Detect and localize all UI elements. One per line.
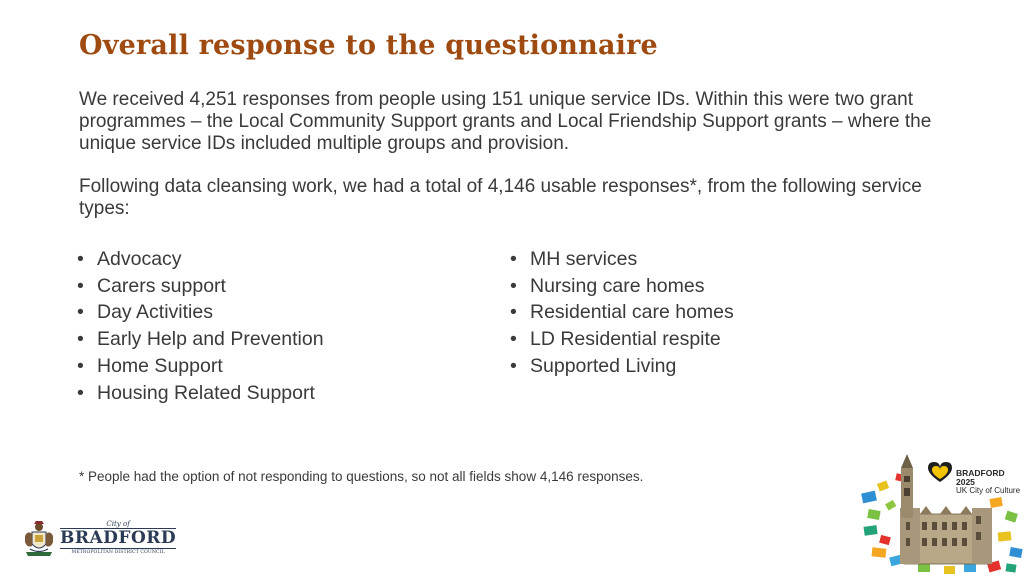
council-line-bradford: BRADFORD (60, 527, 177, 548)
service-label: Carers support (97, 274, 226, 297)
service-label: Residential care homes (530, 301, 734, 324)
service-label: Day Activities (97, 301, 213, 324)
bullet-icon: • (510, 328, 517, 351)
list-item (77, 326, 324, 353)
service-types-list-left (77, 246, 324, 406)
list-item (510, 299, 734, 326)
service-label: Supported Living (530, 354, 677, 377)
list-item (77, 299, 324, 326)
council-logo (22, 518, 176, 558)
culture-line-year: BRADFORD 2025 (956, 468, 1005, 487)
list-item (510, 246, 734, 273)
culture-wordmark (956, 469, 1024, 495)
culture-line-title: UK City of Culture (956, 486, 1021, 495)
cleansing-paragraph: Following data cleansing work, we had a total of 4,146 usable responses*, from the following service types: (79, 176, 922, 219)
council-line-district: METROPOLITAN DISTRICT COUNCIL (71, 549, 165, 555)
bullet-icon: • (510, 248, 517, 270)
intro-paragraph: We received 4,251 responses from people using 151 unique service IDs. Within this were two grant programmes – the Local Community Support grants and Local Friendship Support grants – where the unique service IDs included multiple groups and provision. (79, 89, 932, 154)
service-label: MH services (530, 248, 638, 270)
bullet-icon: • (510, 354, 517, 377)
list-item (510, 273, 734, 300)
bullet-icon: • (77, 328, 84, 351)
bullet-icon: • (510, 301, 517, 324)
list-item (77, 380, 324, 407)
list-item (77, 353, 324, 380)
list-item (77, 246, 324, 273)
service-label: LD Residential respite (530, 328, 721, 351)
service-label: Nursing care homes (530, 274, 705, 297)
list-item (77, 273, 324, 300)
council-wordmark (60, 521, 176, 556)
service-types-list-right (510, 246, 734, 380)
bullet-icon: • (77, 301, 84, 324)
footnote: * People had the option of not responding to questions, so not all fields show 4,146 responses. (79, 469, 644, 484)
council-line-city-of: City of (106, 519, 130, 528)
list-item (510, 353, 734, 380)
bullet-icon: • (510, 274, 517, 297)
coat-of-arms-icon (22, 518, 56, 558)
bullet-icon: • (77, 248, 84, 270)
bullet-icon: • (77, 354, 84, 377)
service-label: Advocacy (97, 248, 182, 270)
list-item (510, 326, 734, 353)
bullet-icon: • (77, 381, 84, 404)
service-label: Home Support (97, 354, 223, 377)
service-label: Early Help and Prevention (97, 328, 324, 351)
bullet-icon: • (77, 274, 84, 297)
service-label: Housing Related Support (97, 381, 315, 404)
page-title: Overall response to the questionnaire (79, 30, 658, 61)
